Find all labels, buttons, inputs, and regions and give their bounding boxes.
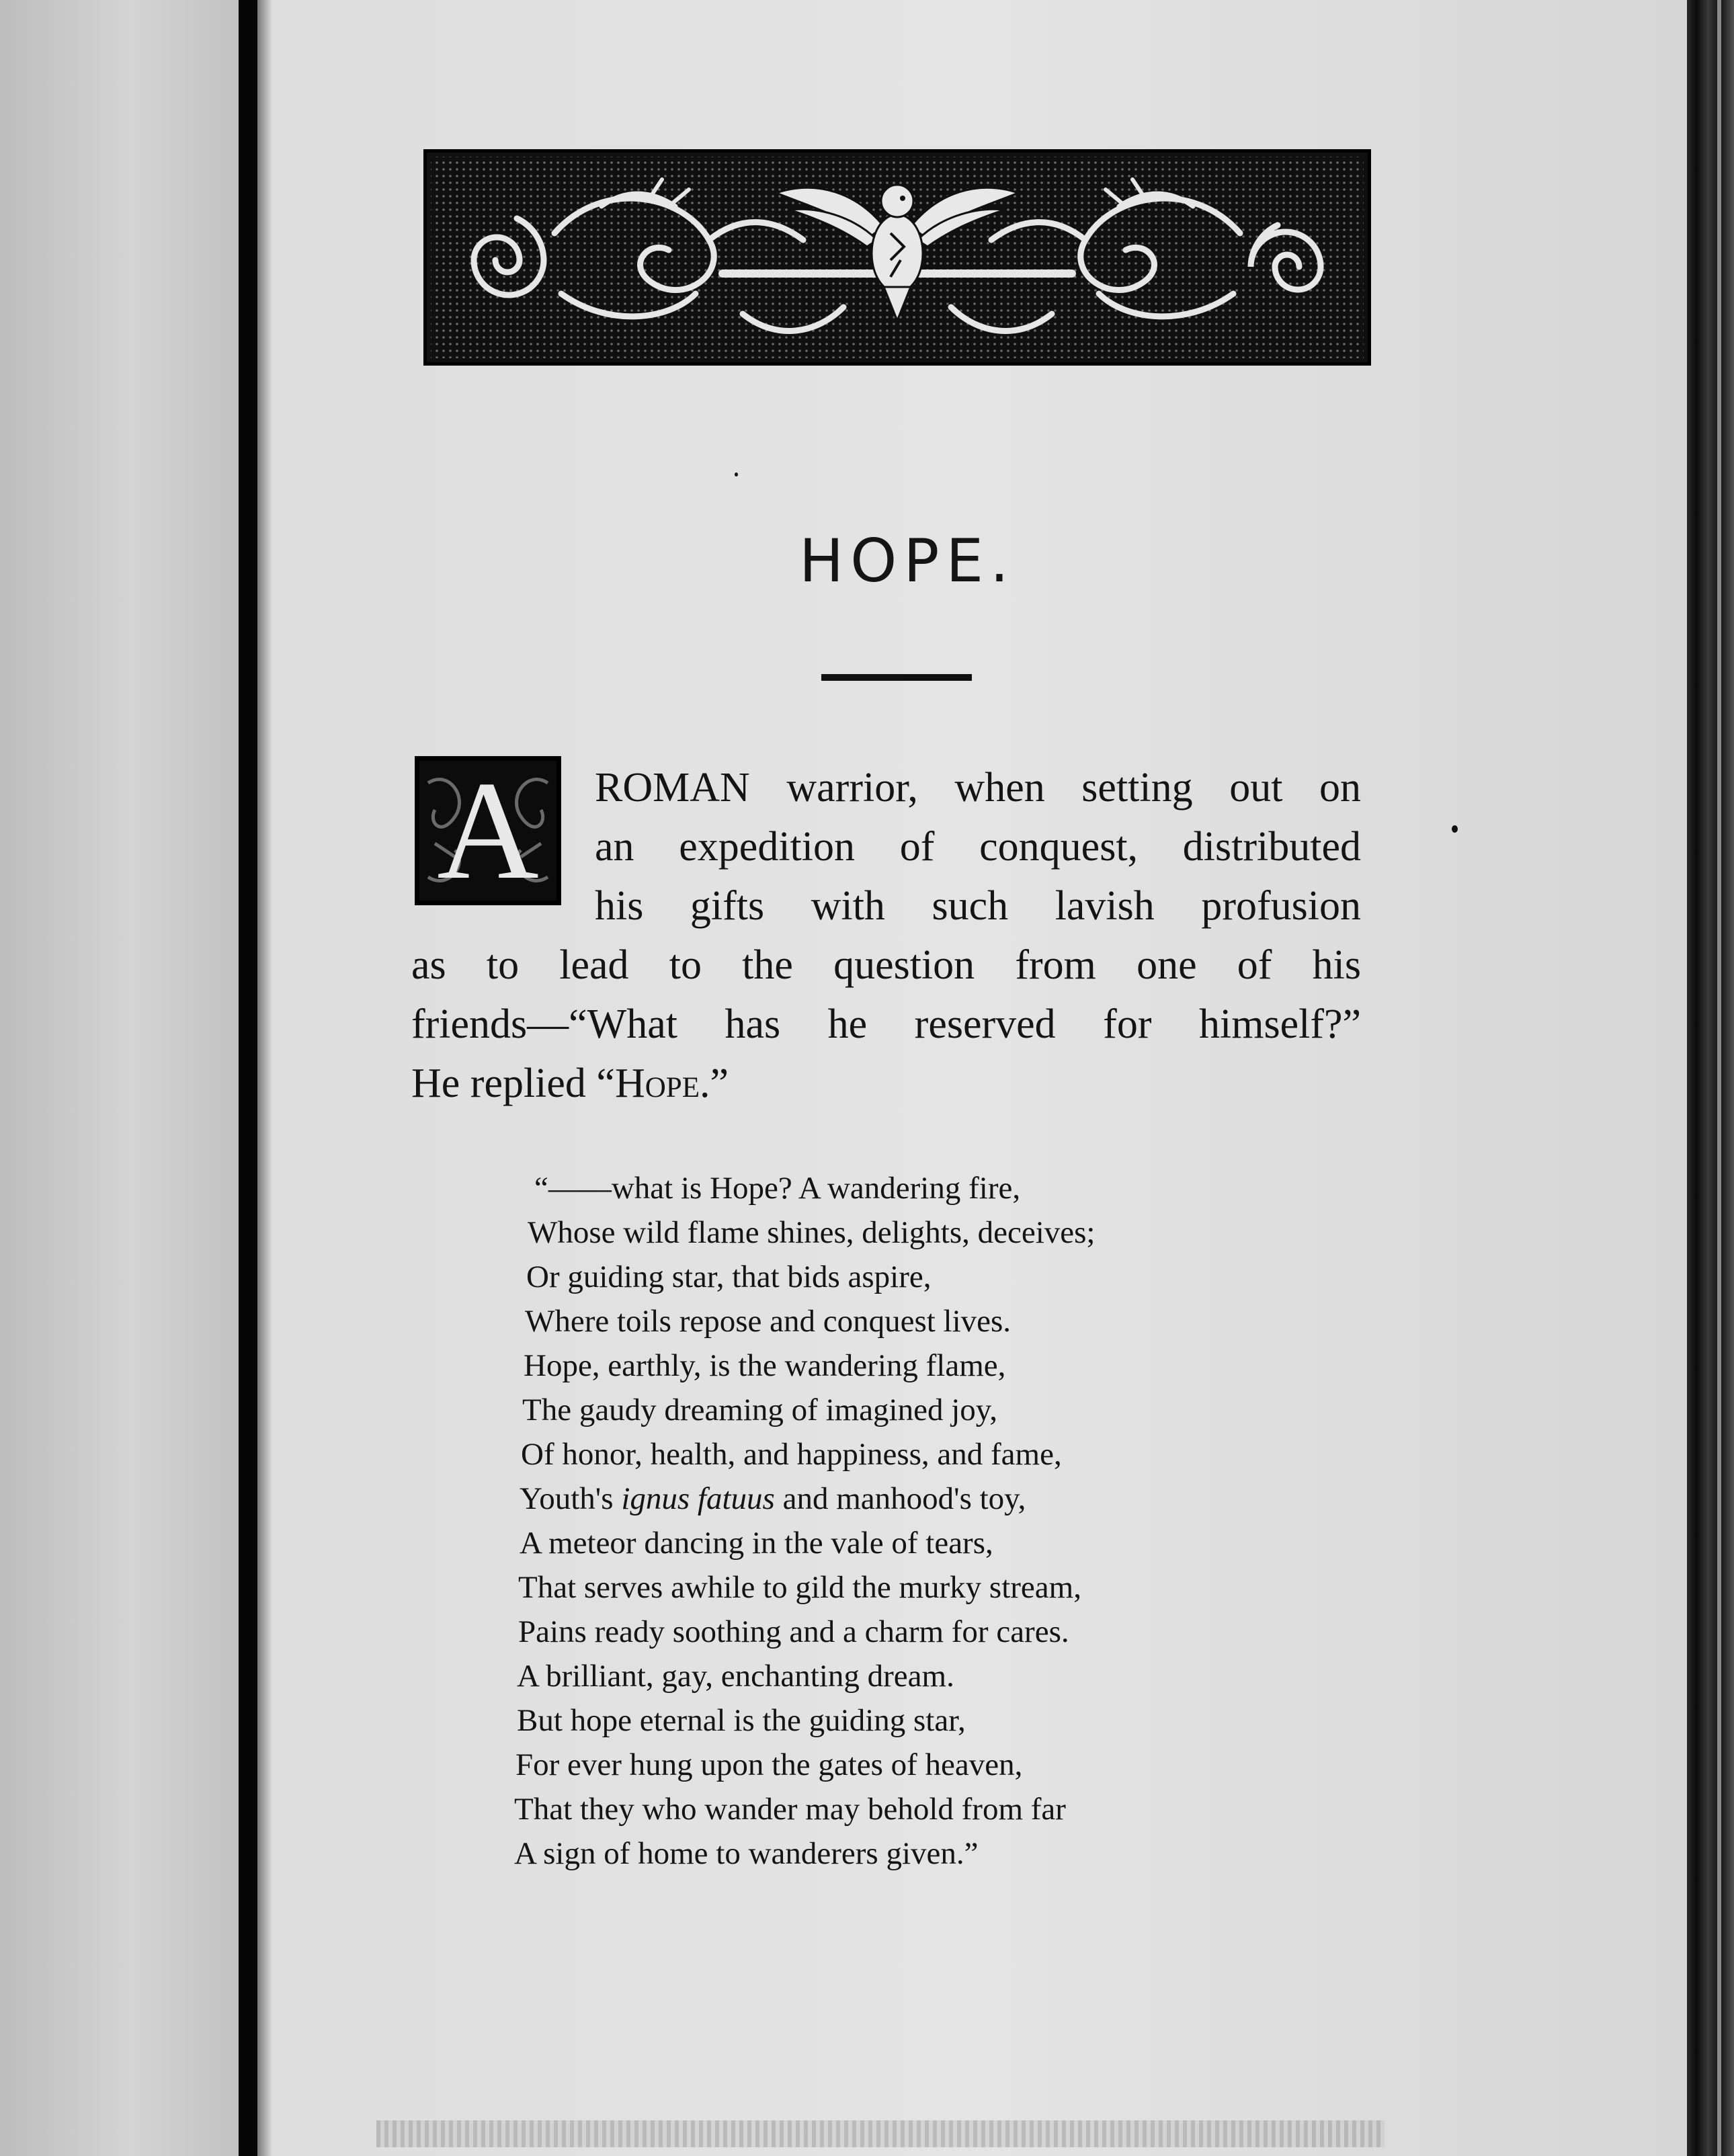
page-bottom-edge <box>376 2120 1385 2147</box>
scan-speck <box>1452 825 1458 833</box>
poem <box>514 1166 1096 1876</box>
page-title: HOPE. <box>798 526 1016 595</box>
poem-line: Hope, earthly, is the wandering flame, <box>524 1348 1006 1383</box>
book-gutter <box>239 0 257 2156</box>
paragraph-line: his gifts with such lavish profusion <box>595 883 1361 929</box>
book-spine-edge <box>1687 0 1734 2156</box>
scan-speck <box>735 472 738 476</box>
poem-line: That serves awhile to gild the murky stream, <box>518 1570 1081 1605</box>
poem-text: Youth's <box>520 1481 622 1516</box>
poem-line: For ever hung upon the gates of heaven, <box>515 1747 1023 1782</box>
eagle-scroll-ornament-icon <box>423 149 1371 366</box>
poem-line: But hope eternal is the guiding star, <box>517 1703 966 1738</box>
poem-line: The gaudy dreaming of imagined joy, <box>522 1393 997 1427</box>
poem-line: A sign of home to wanderers given.” <box>514 1836 979 1871</box>
floral-initial-icon <box>415 753 561 909</box>
paragraph-line <box>411 1054 729 1113</box>
paragraph-line: ROMAN warrior, when setting out on <box>595 765 1361 811</box>
paragraph-text: .” <box>699 1061 729 1106</box>
poem-line: A brilliant, gay, enchanting dream. <box>517 1659 954 1694</box>
paragraph-line: as to lead to the question from one of his <box>411 942 1361 988</box>
paragraph-line: an expedition of conquest, distributed <box>595 824 1361 870</box>
hope-small-caps: Hope <box>614 1061 700 1106</box>
poem-line: Of honor, health, and happiness, and fame, <box>521 1437 1062 1472</box>
paragraph-line: friends—“What has he reserved for himself?” <box>411 1001 1361 1047</box>
poem-line: Whose wild flame shines, delights, deceives; <box>528 1215 1096 1250</box>
page-stack-edge <box>1717 0 1721 2156</box>
poem-text: and manhood's toy, <box>774 1481 1026 1516</box>
dropcap-letter: A <box>437 753 539 909</box>
paragraph-text: He replied “ <box>411 1061 615 1106</box>
poem-line: Pains ready soothing and a charm for cares. <box>518 1614 1069 1649</box>
poem-line: That they who wander may behold from far <box>514 1792 1066 1827</box>
poem-italic-text: ignus fatuus <box>621 1481 775 1516</box>
title-rule <box>821 674 972 681</box>
poem-line <box>520 1477 1096 1521</box>
poem-line: Or guiding star, that bids aspire, <box>526 1259 932 1294</box>
gutter-shadow <box>257 0 272 2156</box>
poem-line: A meteor dancing in the vale of tears, <box>520 1526 993 1561</box>
poem-line: Where toils repose and conquest lives. <box>525 1304 1012 1339</box>
poem-line: “——what is Hope? A wandering fire, <box>534 1171 1021 1206</box>
left-facing-page <box>0 0 239 2156</box>
